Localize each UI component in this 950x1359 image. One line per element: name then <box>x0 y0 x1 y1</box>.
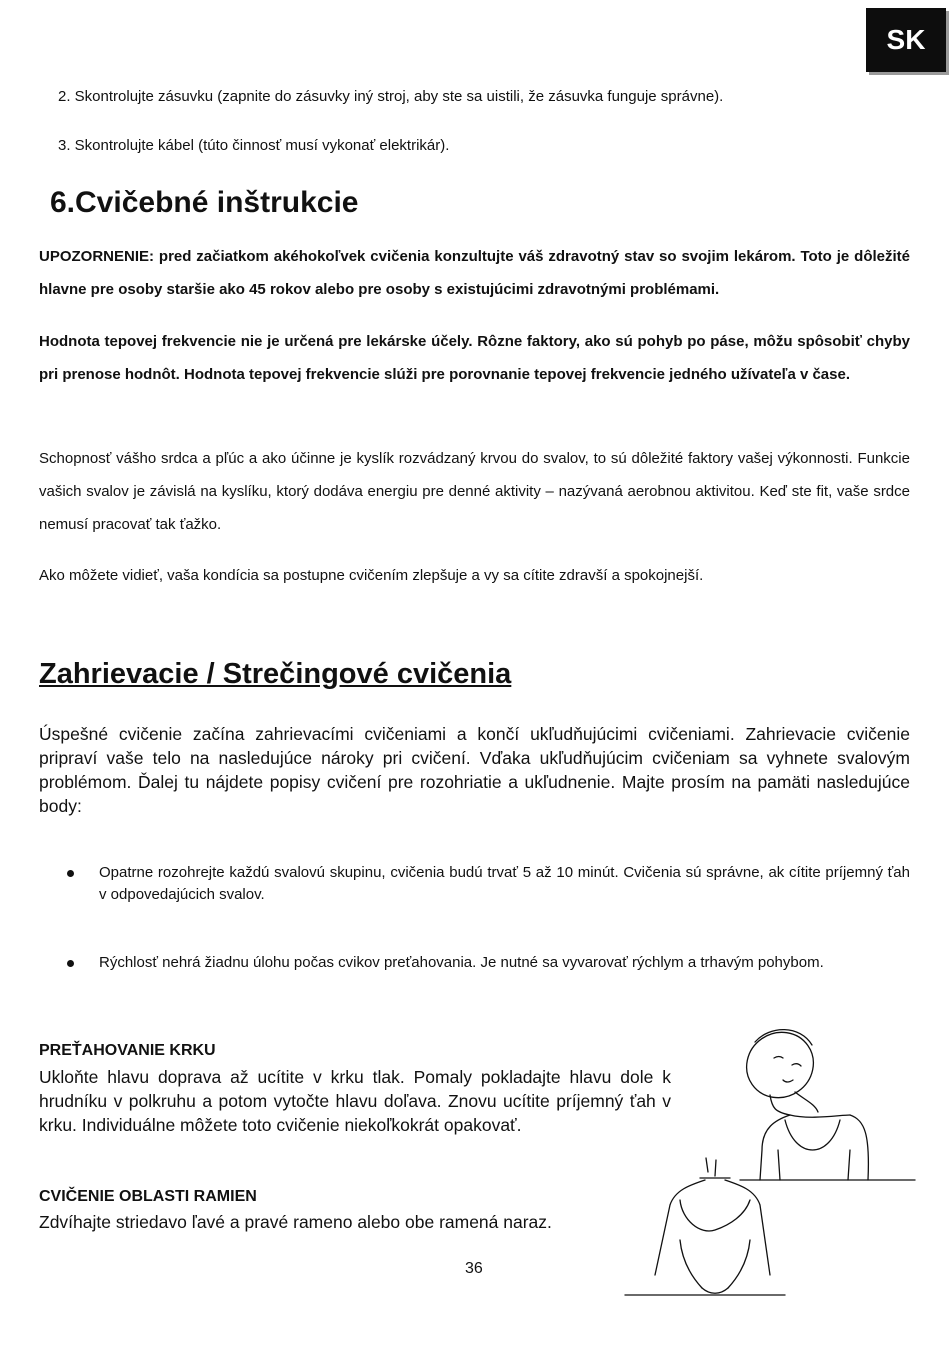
shoulder-exercise-figure <box>620 1150 790 1300</box>
paragraph-condition: Ako môžete vidieť, vaša kondícia sa postupne cvičením zlepšuje a vy sa cítite zdravší a spokojnejší. <box>39 567 704 584</box>
warning-text: UPOZORNENIE: pred začiatkom akéhokoľvek cvičenia konzultujte váš zdravotný stav so svojim lekárom. Toto je dôležité hlavne pre osoby staršie ako 45 rokov alebo pre osoby s existujúcimi zdravotnými problémami. <box>39 248 910 298</box>
warmup-title: Zahrievacie / Strečingové cvičenia <box>39 658 512 690</box>
language-code: SK <box>886 24 926 55</box>
heart-rate-note: Hodnota tepovej frekvencie nie je určená pre lekárske účely. Rôzne faktory, ako sú pohyb po páse, môžu spôsobiť chyby pri prenose hodnôt. Hodnota tepovej frekvencie slúži pre porovnanie tepovej frekvencie jedného užívateľa v čase. <box>39 333 910 383</box>
bullet-icon <box>67 960 74 967</box>
section-title: 6.Cvičebné inštrukcie <box>50 186 359 219</box>
bullet-item-1: Opatrne rozohrejte každú svalovú skupinu, cvičenia budú trvať 5 až 10 minút. Cvičenia sú správne, ak cítite príjemný ťah v odpovedajúcich svalov. <box>99 864 910 903</box>
page-number: 36 <box>465 1260 483 1277</box>
list-item-3: 3. Skontrolujte kábel (túto činnosť musí vykonať elektrikár). <box>58 137 450 154</box>
paragraph-fitness: Schopnosť vášho srdca a pľúc a ako účinne je kyslík rozvádzaný krvou do svalov, to sú dôležité faktory vašej výkonnosti. Funkcie vašich svalov je závislá na kyslíku, ktorý dodáva energiu pre denné aktivity – nazývaná aerobnou aktivitou. Keď ste fit, vaše srdce nemusí pracovať tak ťažko. <box>39 450 910 533</box>
shoulder-exercise-title: CVIČENIE OBLASTI RAMIEN <box>39 1188 257 1205</box>
language-badge <box>866 8 946 72</box>
neck-stretch-text: Ukloňte hlavu doprava až ucítite v krku tlak. Pomaly pokladajte hlavu dole k hrudníku v polkruhu a potom vytočte hlavu doľava. Znovu ucítite príjemný ťah v krku. Individuálne môžete toto cvičenie niekoľkokrát opakovať. <box>39 1067 671 1135</box>
list-item-2: 2. Skontrolujte zásuvku (zapnite do zásuvky iný stroj, aby ste sa uistili, že zásuvka funguje správne). <box>58 88 724 105</box>
bullet-icon <box>67 870 74 877</box>
shoulder-exercise-text: Zdvíhajte striedavo ľavé a pravé rameno alebo obe ramená naraz. <box>39 1212 552 1232</box>
neck-stretch-title: PREŤAHOVANIE KRKU <box>39 1042 216 1059</box>
warmup-intro: Úspešné cvičenie začína zahrievacími cvičeniami a končí ukľudňujúcimi cvičeniami. Zahrievacie cvičenie pripraví vaše telo na nasledujúce nároky pri cvičení. Vďaka ukľudňujúcim cvičeniam sa vyhnete svalovým problémom. Ďalej tu nájdete popisy cvičení pre rozohriatie a ukľudnenie. Majte prosím na pamäti nasledujúce body: <box>39 724 910 816</box>
bullet-item-2: Rýchlosť nehrá žiadnu úlohu počas cvikov preťahovania. Je nutné sa vyvarovať rýchlym a trhavým pohybom. <box>99 954 824 971</box>
